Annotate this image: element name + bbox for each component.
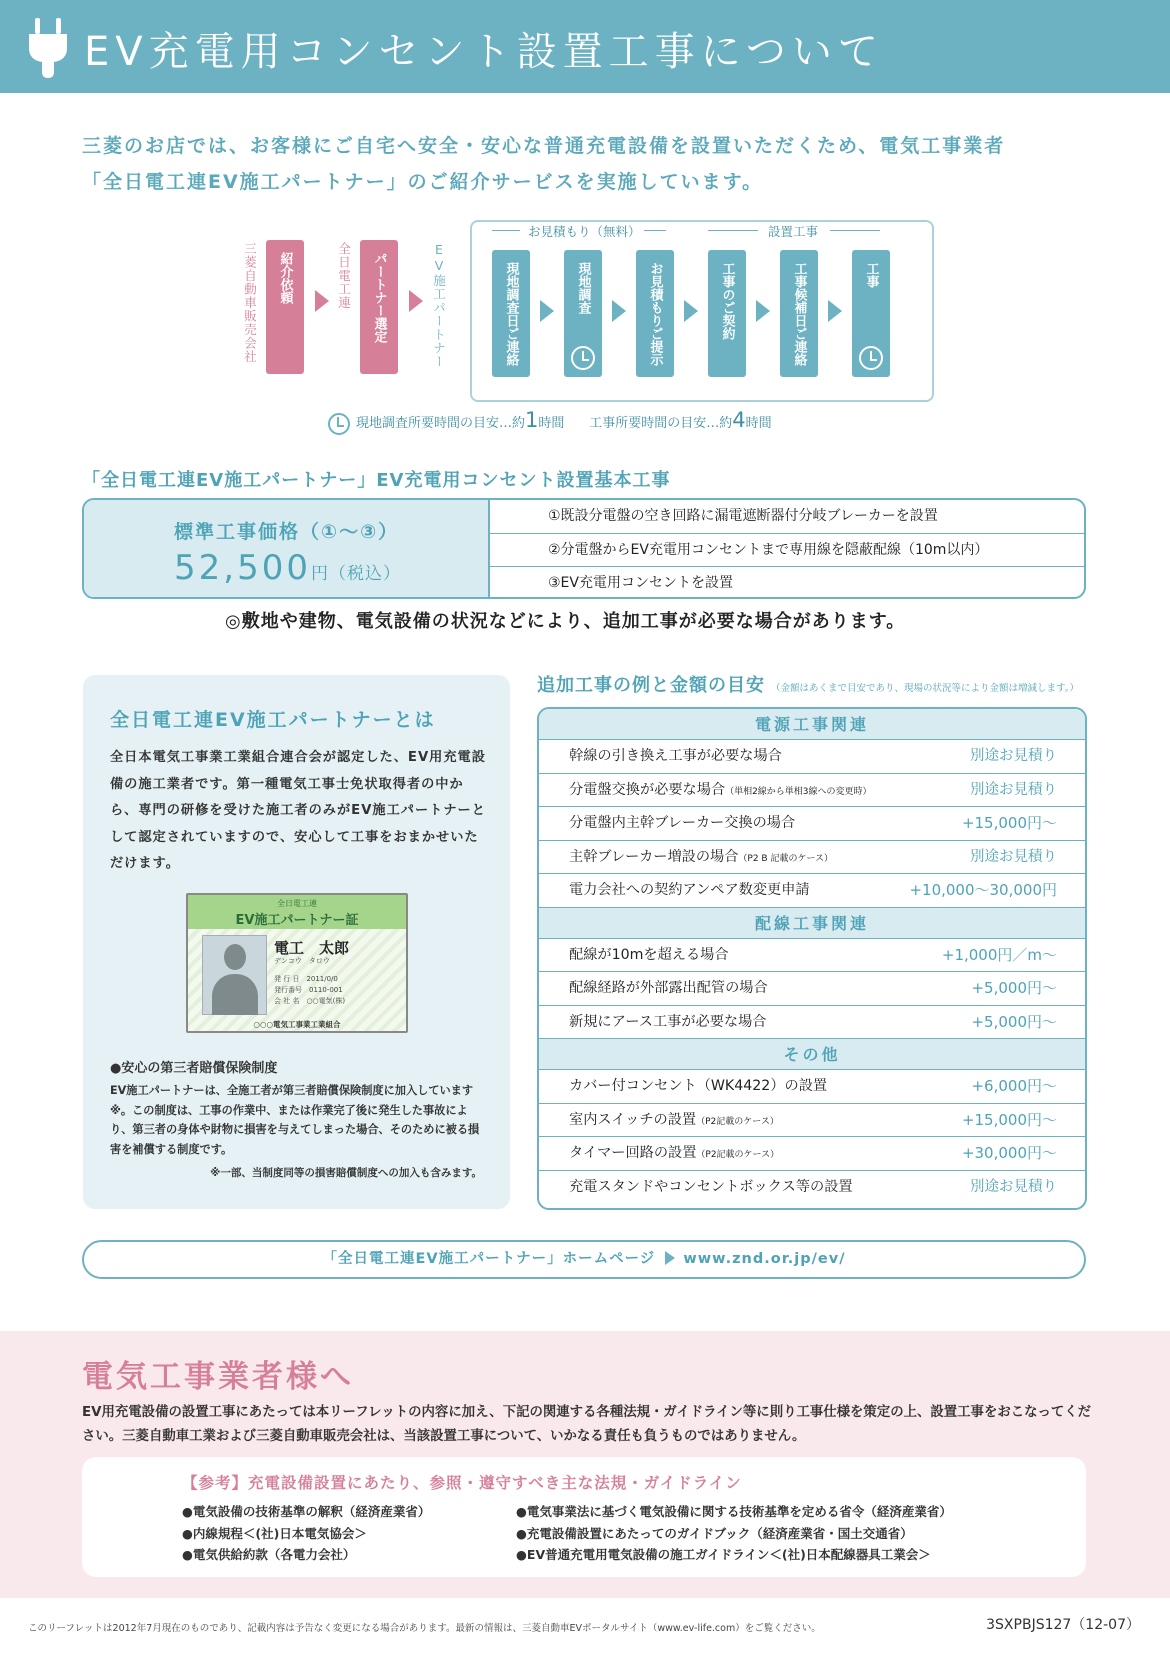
- reference-list-right: [516, 1501, 952, 1566]
- card-company: 会 社 名 ○○電気(株): [274, 997, 346, 1005]
- contractor-section: [0, 1331, 1170, 1598]
- contractor-body: EV用充電設備の設置工事にあたっては本リーフレットの内容に加え、下記の関連する各種法規・ガイドライン等に則り工事仕様を策定の上、設置工事をおこなってください。三菱自動車工業および三菱自動車販売会社は、当該設置工事について、いかなる責任も負うものではありません。: [82, 1405, 1092, 1444]
- work-label: 配線経路が外部露出配管の場合: [569, 980, 768, 996]
- partner-homepage-link[interactable]: [82, 1240, 1086, 1279]
- insurance-note: ※一部、当制度同等の損害賠償制度への加入も含みます。: [210, 1167, 482, 1179]
- flow-arrow: [409, 290, 423, 312]
- time-estimates: [328, 408, 772, 435]
- footer-note: このリーフレットは2012年7月現在のものであり、記載内容は予告なく変更になる場合があります。最新の情報は、三菱自動車EVポータルサイト（www.ev-life.com）をご覧ください。: [28, 1623, 821, 1634]
- card-name: 電工 太郎: [274, 939, 350, 957]
- step-site-survey-label: 現地調査: [575, 262, 591, 314]
- work-amount: +1,000円／m〜: [941, 945, 1057, 964]
- work-amount: +30,000円〜: [961, 1144, 1057, 1162]
- additional-work-table: [537, 707, 1087, 1210]
- person-silhouette-icon: [224, 944, 246, 970]
- category-header: 配線工事関連: [539, 908, 1085, 939]
- category-header: その他: [539, 1039, 1085, 1070]
- step-referral-request: 紹介依頼: [266, 240, 304, 374]
- additional-work-note: （金額はあくまで目安であり、現場の状況等により金額は増減します。）: [771, 683, 1079, 694]
- basic-item-3: ③EV充電用コンセントを設置: [490, 566, 1086, 599]
- card-org: 全日電工連: [277, 899, 317, 908]
- work-time-value: 4: [732, 408, 746, 432]
- group-line: [492, 230, 520, 231]
- clock-icon: [328, 413, 350, 435]
- card-footer: ○○○電気工事業工業組合: [253, 1020, 341, 1029]
- price-value: 52,500: [174, 548, 311, 588]
- work-amount: +5,000円〜: [971, 979, 1057, 997]
- partner-info-panel: [83, 675, 510, 1209]
- card-info: [274, 974, 345, 1007]
- flow-arrow: [315, 290, 329, 312]
- reference-list-left: [182, 1501, 430, 1566]
- flow-arrow: [540, 300, 554, 322]
- group-line: [708, 230, 758, 231]
- basic-item-1: ①既設分電盤の空き回路に漏電遮断器付分岐ブレーカーを設置: [548, 508, 938, 524]
- additional-work-row: [539, 807, 1085, 841]
- work-sub-note: （P2 B 記載のケース）: [738, 853, 834, 864]
- reference-item: ●電気設備の技術基準の解釈（経済産業省）: [182, 1504, 431, 1519]
- insurance-body: EV施工パートナーは、全施工者が第三者賠償保険制度に加入しています※。この制度は、工事の作業中、または作業完了後に発生した事故により、第三者の身体や財物に損害を与えてしまった場合、そのために被る損害を補償する制度です。: [110, 1084, 480, 1156]
- work-amount: +15,000円〜: [961, 1110, 1057, 1129]
- flow-arrow: [828, 300, 842, 322]
- additional-work-row: [539, 874, 1085, 908]
- additional-work-row: [539, 1070, 1085, 1104]
- card-issue-no: 発行番号 0110-001: [274, 986, 343, 994]
- work-label: 電力会社への契約アンペア数変更申請: [569, 882, 810, 898]
- category-header: 電源工事関連: [539, 709, 1085, 740]
- intro-line-2: 「全日電工連EV施工パートナー」のご紹介サービスを実施しています。: [82, 171, 764, 193]
- work-label: タイマー回路の設置: [569, 1145, 697, 1161]
- group-line: [830, 230, 880, 231]
- basic-work-title: 「全日電工連EV施工パートナー」EV充電用コンセント設置基本工事: [82, 470, 671, 491]
- survey-time-label: 現地調査所要時間の目安…約: [356, 416, 526, 431]
- work-amount: +5,000円〜: [971, 1012, 1057, 1031]
- work-label: 室内スイッチの設置: [569, 1111, 697, 1128]
- card-photo: [202, 935, 267, 1015]
- insurance-heading: ●安心の第三者賠償保険制度: [110, 1061, 278, 1076]
- actor-dealer: 三菱自動車販売会社: [242, 242, 258, 364]
- clock-icon: [571, 346, 595, 370]
- homepage-label: 「全日電工連EV施工パートナー」ホームページ: [322, 1251, 656, 1267]
- reference-item: ●EV普通充電用電気設備の施工ガイドライン＜(社)日本配線器具工業会＞: [516, 1547, 931, 1562]
- intro-line-1: 三菱のお店では、お客様にご自宅へ安全・安心な普通充電設備を設置いただくため、電気工事業者: [82, 135, 1006, 157]
- work-sub-note: （P2記載のケース）: [696, 1150, 780, 1160]
- partner-process-frame: [470, 220, 934, 402]
- additional-work-title: 追加工事の例と金額の目安: [537, 675, 765, 696]
- additional-work-row: [539, 774, 1085, 808]
- work-label: 配線が10mを超える場合: [569, 946, 729, 963]
- step-work-date-notice: 工事候補日ご連絡: [780, 250, 818, 377]
- reference-item: ●電気供給約款（各電力会社）: [182, 1547, 356, 1562]
- work-amount: +10,000〜30,000円: [909, 881, 1057, 899]
- additional-work-row: [539, 1104, 1085, 1138]
- reference-title: 【参考】充電設備設置にあたり、参照・遵守すべき主な法規・ガイドライン: [182, 1474, 742, 1492]
- work-label: 新規にアース工事が必要な場合: [569, 1013, 767, 1030]
- reference-item: ●充電設備設置にあたってのガイドブック（経済産業省・国土交通省）: [516, 1525, 913, 1541]
- card-title: EV施工パートナー証: [235, 913, 359, 928]
- work-label: 分電盤内主幹ブレーカー交換の場合: [569, 815, 796, 831]
- page-title: EV充電用コンセント設置工事について: [84, 29, 884, 75]
- step-work-label: 工事: [863, 262, 879, 288]
- partner-description: 全日本電気工事業工業組合連合会が認定した、EV用充電設備の施工業者です。第一種電気工事士免状取得者の中から、専門の研修を受けた施工者のみがEV施工パートナーとして認定されていますので、安心して工事をおまかせいただけます。: [110, 750, 486, 871]
- additional-work-heading: [537, 671, 1079, 697]
- work-amount: 別途お見積り: [970, 781, 1057, 798]
- work-time-label: 工事所要時間の目安…約: [589, 416, 733, 431]
- basic-work-box: [82, 498, 1086, 599]
- work-amount: 別途お見積り: [970, 848, 1057, 865]
- work-time-unit: 時間: [745, 416, 772, 431]
- standard-price-label: 標準工事価格（①〜③）: [174, 521, 400, 543]
- person-silhouette-body: [212, 974, 258, 1015]
- reference-item: ●内線規程＜(社)日本電気協会＞: [182, 1525, 367, 1541]
- additional-work-row: [539, 1171, 1085, 1205]
- partner-id-card: [186, 893, 408, 1033]
- flow-arrow: [756, 300, 770, 322]
- clock-icon: [859, 346, 883, 370]
- work-amount: 別途お見積り: [970, 1178, 1057, 1195]
- triangle-arrow-icon: [665, 1251, 675, 1265]
- card-issue-date: 発 行 日 2011/0/0: [274, 975, 338, 983]
- survey-time-value: 1: [525, 408, 539, 432]
- survey-time-unit: 時間: [538, 416, 565, 431]
- additional-work-row: [539, 1006, 1085, 1040]
- additional-work-row: [539, 1137, 1085, 1171]
- reference-item: ●電気事業法に基づく電気設備に関する技術基準を定める省令（経済産業省）: [516, 1504, 952, 1519]
- step-survey-date-notice: 現地調査日ご連絡: [492, 250, 530, 377]
- work-label: 主幹ブレーカー増設の場合: [569, 848, 739, 865]
- additional-work-notice: ◎敷地や建物、電気設備の状況などにより、追加工事が必要な場合があります。: [225, 611, 906, 632]
- actor-ev-partner: EV施工パートナー: [431, 242, 447, 369]
- additional-work-row: [539, 972, 1085, 1006]
- actor-znd: 全日電工連: [336, 242, 352, 310]
- work-amount: +15,000円〜: [961, 814, 1057, 832]
- step-partner-selection: パートナー選定: [360, 240, 398, 374]
- basic-item-2: ②分電盤からEV充電用コンセントまで専用線を隠蔽配線（10m以内）: [490, 533, 1086, 566]
- group-estimate-label: お見積もり（無料）: [524, 222, 645, 240]
- group-install-label: 設置工事: [764, 222, 822, 240]
- card-header: [188, 895, 406, 929]
- work-sub-note: （P2記載のケース）: [696, 1116, 779, 1127]
- document-code: 3SXPBJS127（12-07）: [986, 1617, 1140, 1633]
- step-estimate-presentation: お見積もりご提示: [636, 250, 674, 377]
- work-amount: 別途お見積り: [970, 748, 1057, 764]
- flow-arrow: [684, 300, 698, 322]
- step-contract: 工事のご契約: [708, 250, 746, 377]
- additional-work-row: [539, 939, 1085, 973]
- additional-work-row: [539, 841, 1085, 875]
- work-label: カバー付コンセント（WK4422）の設置: [569, 1078, 828, 1094]
- standard-price: [174, 548, 401, 588]
- intro-text: [82, 128, 1092, 200]
- work-label: 充電スタンドやコンセントボックス等の設置: [569, 1178, 853, 1195]
- partner-title: 全日電工連EV施工パートナーとは: [110, 709, 436, 731]
- work-sub-note: （単相2線から単相3線への変更時）: [725, 786, 872, 797]
- flow-arrow: [612, 300, 626, 322]
- contractor-title: 電気工事業者様へ: [82, 1359, 354, 1395]
- page-header: [0, 0, 1170, 93]
- plug-icon: [26, 14, 70, 84]
- price-unit: 円（税込）: [310, 564, 401, 584]
- work-label: 分電盤交換が必要な場合: [569, 781, 726, 798]
- card-kana: デンコウ タロウ: [274, 957, 330, 965]
- standard-price-panel: [84, 500, 490, 597]
- service-flow-diagram: [235, 220, 935, 405]
- work-amount: +6,000円〜: [971, 1077, 1057, 1095]
- group-line: [644, 230, 666, 231]
- homepage-url[interactable]: www.znd.or.jp/ev/: [683, 1251, 846, 1267]
- work-label: 幹線の引き換え工事が必要な場合: [569, 748, 782, 764]
- reference-box: [82, 1457, 1086, 1577]
- additional-work-row: [539, 740, 1085, 774]
